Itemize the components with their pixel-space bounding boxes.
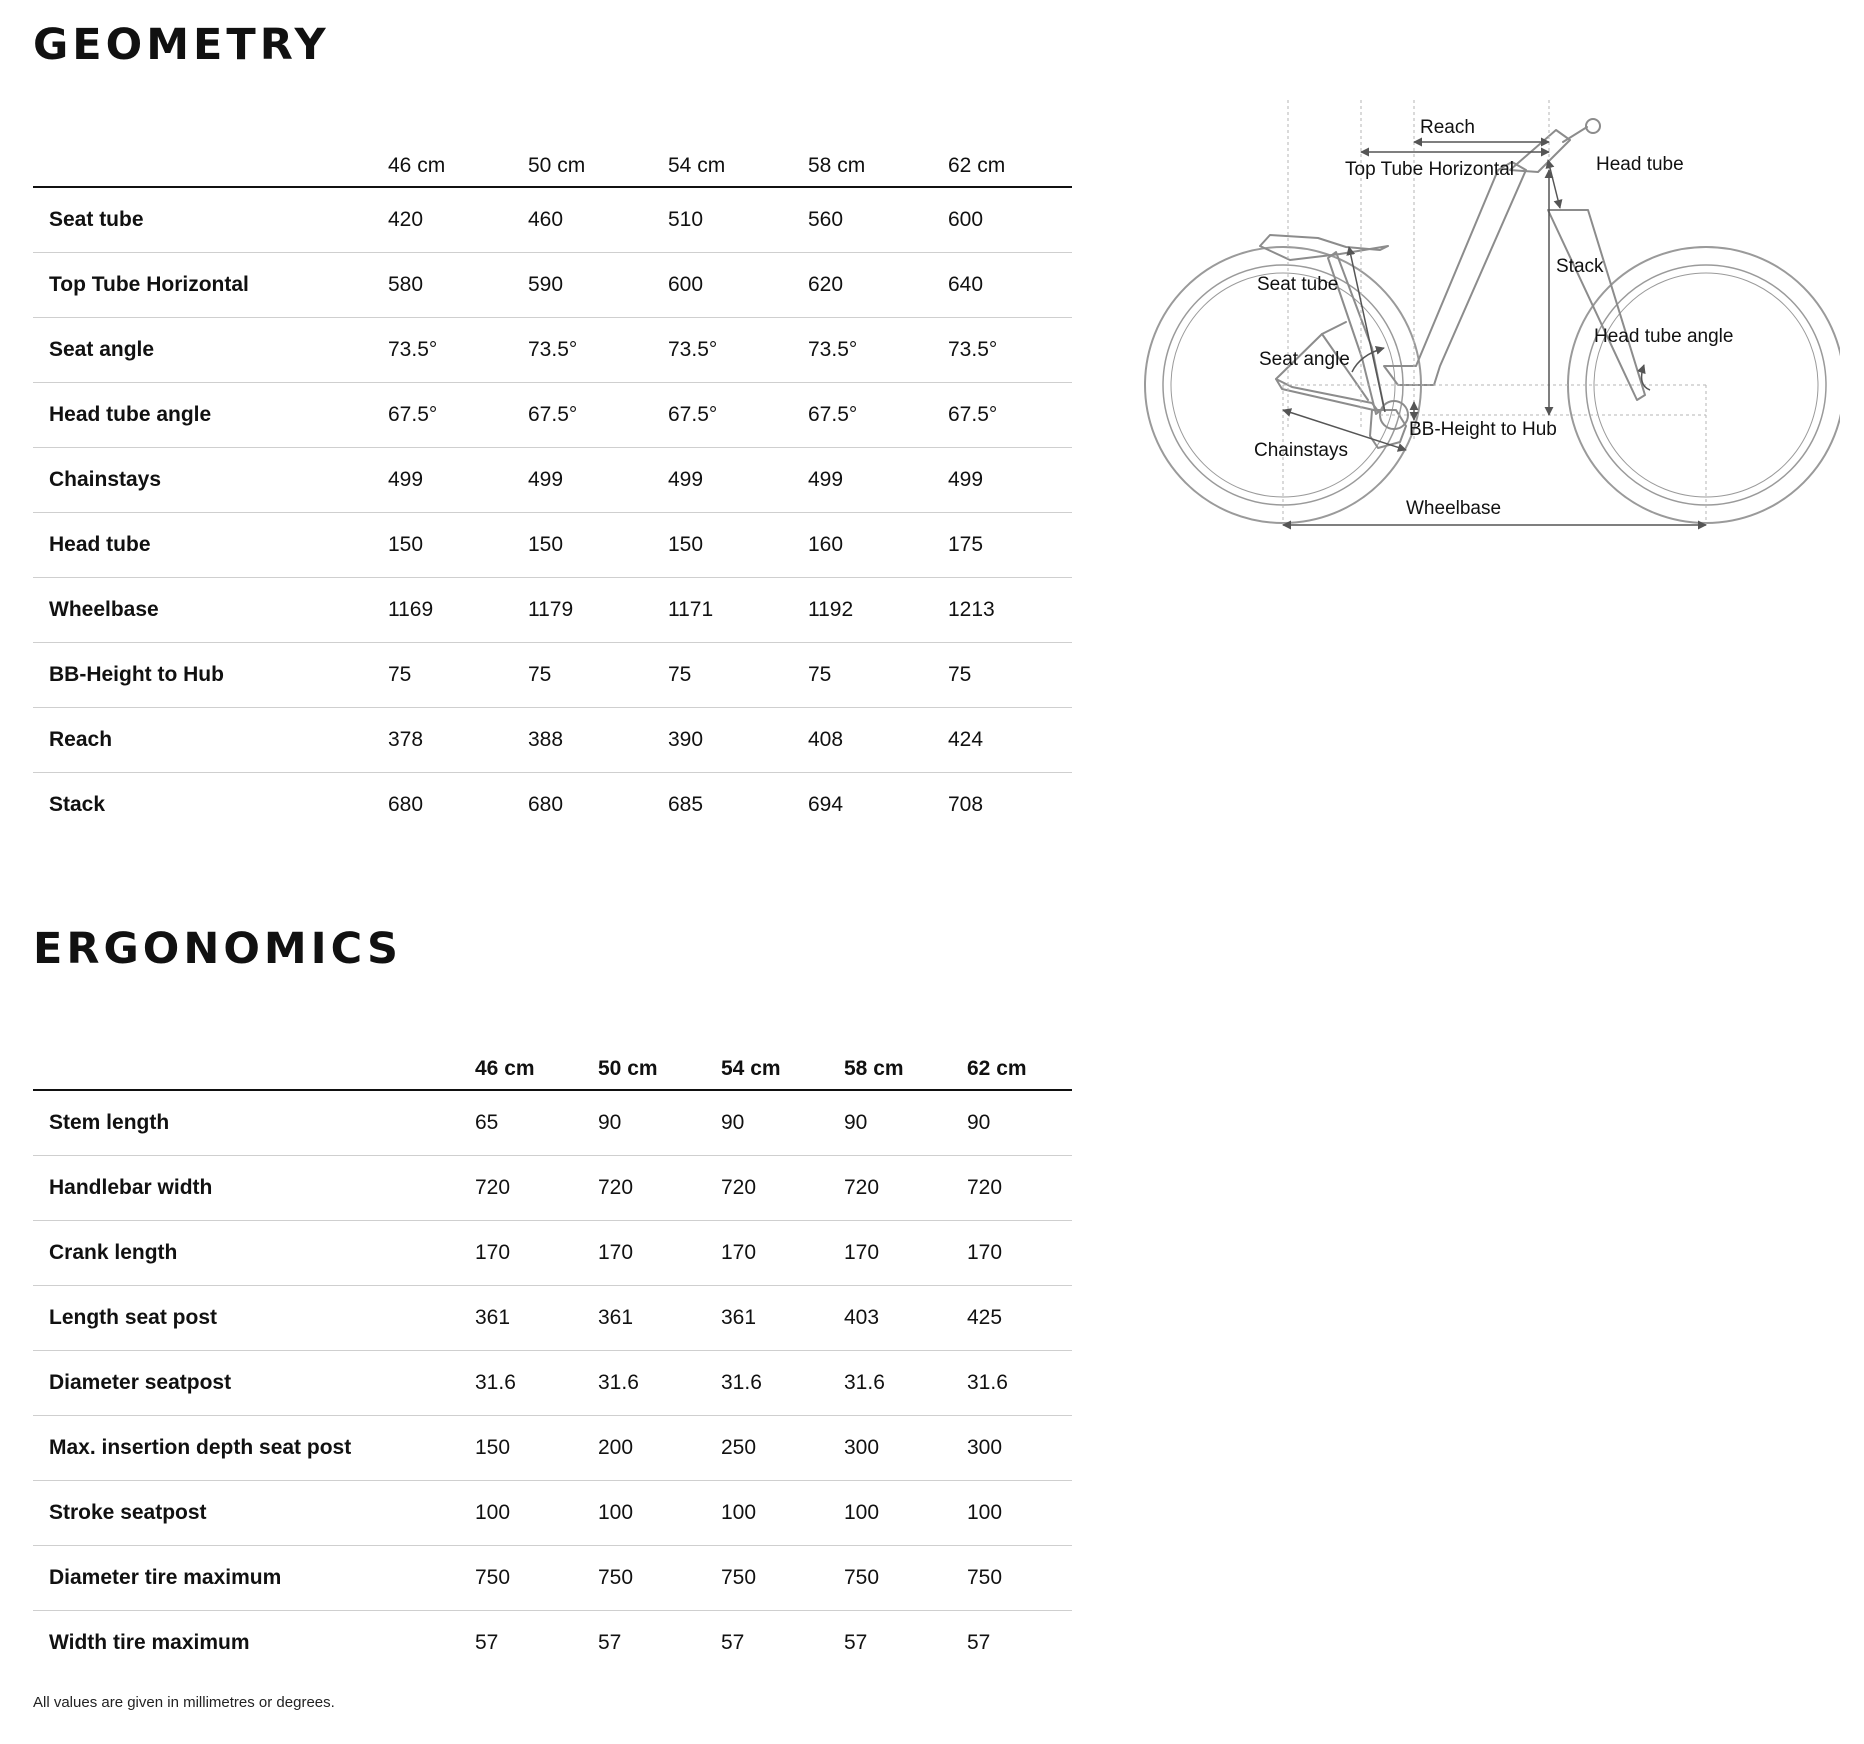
table-cell: 403 <box>844 1286 967 1351</box>
table-cell: 73.5° <box>808 318 948 383</box>
geometry-table <box>33 120 1072 837</box>
table-cell: 499 <box>808 448 948 513</box>
table-cell: 1213 <box>948 578 1072 643</box>
diagram-label-head-tube-angle: Head tube angle <box>1594 326 1734 347</box>
table-cell: 31.6 <box>721 1351 844 1416</box>
geometry-table-body <box>33 187 1072 837</box>
table-cell: 175 <box>948 513 1072 578</box>
row-label: Seat angle <box>33 318 388 383</box>
table-cell: 720 <box>475 1156 598 1221</box>
table-cell: 361 <box>475 1286 598 1351</box>
table-cell: 150 <box>668 513 808 578</box>
table-row <box>33 513 1072 578</box>
ergonomics-size-header: 62 cm <box>967 1023 1072 1090</box>
row-label: Stroke seatpost <box>33 1481 475 1546</box>
table-row <box>33 253 1072 318</box>
table-cell: 57 <box>475 1631 499 1654</box>
geometry-size-header: 58 cm <box>808 120 948 187</box>
row-label: Diameter tire maximum <box>33 1546 475 1611</box>
table-cell: 750 <box>598 1546 721 1611</box>
diagram-label-head-tube: Head tube <box>1596 154 1684 175</box>
row-label: Stack <box>49 793 106 816</box>
table-cell: 300 <box>967 1416 1072 1481</box>
row-label: Head tube angle <box>33 383 388 448</box>
table-cell: 90 <box>967 1090 1072 1156</box>
table-cell: 67.5° <box>808 383 948 448</box>
table-cell: 388 <box>528 708 668 773</box>
table-cell: 75 <box>388 643 528 708</box>
table-cell: 425 <box>967 1286 1072 1351</box>
table-cell: 1192 <box>808 578 948 643</box>
table-cell: 680 <box>528 793 564 816</box>
table-row <box>33 1416 1072 1481</box>
table-cell: 170 <box>967 1221 1072 1286</box>
table-cell: 1171 <box>668 578 808 643</box>
table-cell: 73.5° <box>388 318 528 383</box>
diagram-label-wheelbase: Wheelbase <box>1406 498 1502 519</box>
table-cell: 378 <box>388 708 528 773</box>
table-cell: 75 <box>948 643 1072 708</box>
geometry-header-row <box>33 120 1072 187</box>
table-cell: 499 <box>528 448 668 513</box>
row-label: Diameter seatpost <box>33 1351 475 1416</box>
table-cell: 250 <box>721 1416 844 1481</box>
table-cell: 499 <box>948 448 1072 513</box>
table-cell: 100 <box>598 1481 721 1546</box>
table-cell: 390 <box>668 708 808 773</box>
ergonomics-size-header: 54 cm <box>721 1023 844 1090</box>
table-cell: 90 <box>721 1090 844 1156</box>
table-cell: 31.6 <box>475 1351 598 1416</box>
table-cell: 1169 <box>388 578 528 643</box>
table-cell: 600 <box>668 253 808 318</box>
table-cell: 750 <box>967 1546 1072 1611</box>
table-cell: 408 <box>808 708 948 773</box>
table-cell: 57 <box>967 1631 991 1654</box>
table-row <box>33 1351 1072 1416</box>
table-cell: 600 <box>948 187 1072 253</box>
table-cell: 685 <box>668 793 704 816</box>
table-cell: 499 <box>388 448 528 513</box>
table-cell: 150 <box>388 513 528 578</box>
table-cell: 57 <box>598 1631 622 1654</box>
table-row <box>33 1286 1072 1351</box>
table-row <box>33 318 1072 383</box>
row-label: Length seat post <box>33 1286 475 1351</box>
row-label: Stem length <box>33 1090 475 1156</box>
ergonomics-header-row <box>33 1023 1072 1090</box>
ergonomics-table <box>33 1023 1072 1675</box>
table-cell: 150 <box>528 513 668 578</box>
row-label: Handlebar width <box>33 1156 475 1221</box>
table-cell: 424 <box>948 708 1072 773</box>
table-cell: 590 <box>528 253 668 318</box>
table-row <box>33 1156 1072 1221</box>
table-row <box>33 708 1072 773</box>
table-cell: 90 <box>844 1090 967 1156</box>
table-row <box>33 383 1072 448</box>
table-cell: 100 <box>475 1481 598 1546</box>
table-row <box>33 1481 1072 1546</box>
diagram-label-chainstays: Chainstays <box>1254 440 1348 461</box>
table-cell: 67.5° <box>388 383 528 448</box>
table-cell: 361 <box>721 1286 844 1351</box>
table-cell: 67.5° <box>528 383 668 448</box>
table-cell: 57 <box>721 1631 745 1654</box>
diagram-label-bb-height-to-hub: BB-Height to Hub <box>1409 419 1557 440</box>
row-label: BB-Height to Hub <box>33 643 388 708</box>
table-cell: 499 <box>668 448 808 513</box>
table-row <box>33 643 1072 708</box>
ergonomics-heading: ERGONOMICS <box>33 924 402 974</box>
table-cell: 160 <box>808 513 948 578</box>
table-cell: 720 <box>721 1156 844 1221</box>
table-cell: 300 <box>844 1416 967 1481</box>
diagram-label-stack: Stack <box>1556 256 1604 277</box>
table-cell: 65 <box>475 1090 598 1156</box>
table-cell: 750 <box>844 1546 967 1611</box>
geometry-size-header: 54 cm <box>668 120 808 187</box>
table-row <box>33 1611 1072 1676</box>
table-cell: 67.5° <box>668 383 808 448</box>
table-row <box>33 187 1072 253</box>
table-cell: 720 <box>598 1156 721 1221</box>
ergonomics-size-header: 50 cm <box>598 1023 721 1090</box>
row-label: Top Tube Horizontal <box>33 253 388 318</box>
row-label: Wheelbase <box>33 578 388 643</box>
table-cell: 361 <box>598 1286 721 1351</box>
table-cell: 75 <box>528 643 668 708</box>
table-row <box>33 448 1072 513</box>
table-cell: 75 <box>668 643 808 708</box>
table-cell: 420 <box>388 187 528 253</box>
table-cell: 720 <box>967 1156 1072 1221</box>
units-footnote: All values are given in millimetres or degrees. <box>33 1694 335 1711</box>
table-cell: 67.5° <box>948 383 1072 448</box>
table-cell: 720 <box>844 1156 967 1221</box>
ergonomics-size-header: 58 cm <box>844 1023 967 1090</box>
table-cell: 75 <box>808 643 948 708</box>
diagram-label-top-tube-horizontal: Top Tube Horizontal <box>1345 159 1514 180</box>
table-row <box>33 1090 1072 1156</box>
table-cell: 580 <box>388 253 528 318</box>
row-label: Reach <box>33 708 388 773</box>
table-cell: 31.6 <box>844 1351 967 1416</box>
table-cell: 1179 <box>528 578 668 643</box>
table-cell: 150 <box>475 1416 598 1481</box>
diagram-label-reach: Reach <box>1420 117 1475 138</box>
table-cell: 170 <box>844 1221 967 1286</box>
row-label: Max. insertion depth seat post <box>33 1416 475 1481</box>
table-cell: 694 <box>808 793 844 816</box>
table-cell: 100 <box>844 1481 967 1546</box>
table-cell: 73.5° <box>948 318 1072 383</box>
table-row <box>33 1546 1072 1611</box>
table-cell: 750 <box>721 1546 844 1611</box>
table-cell: 640 <box>948 253 1072 318</box>
geometry-heading: GEOMETRY <box>33 20 330 70</box>
table-cell: 170 <box>475 1221 598 1286</box>
row-label: Chainstays <box>33 448 388 513</box>
ergonomics-header-empty <box>33 1023 475 1090</box>
ergonomics-table-body <box>33 1090 1072 1675</box>
table-cell: 750 <box>475 1546 598 1611</box>
geometry-size-header: 62 cm <box>948 120 1072 187</box>
table-cell: 460 <box>528 187 668 253</box>
geometry-size-header: 46 cm <box>388 120 528 187</box>
table-cell: 170 <box>721 1221 844 1286</box>
table-cell: 708 <box>948 793 984 816</box>
table-cell: 200 <box>598 1416 721 1481</box>
table-cell: 680 <box>388 793 424 816</box>
table-cell: 31.6 <box>598 1351 721 1416</box>
table-row <box>33 773 1072 838</box>
row-label: Head tube <box>33 513 388 578</box>
table-cell: 100 <box>721 1481 844 1546</box>
table-cell: 510 <box>668 187 808 253</box>
geometry-header-empty <box>33 120 388 187</box>
table-cell: 73.5° <box>668 318 808 383</box>
table-cell: 73.5° <box>528 318 668 383</box>
table-cell: 170 <box>598 1221 721 1286</box>
row-label: Width tire maximum <box>49 1631 250 1654</box>
table-cell: 620 <box>808 253 948 318</box>
diagram-label-seat-tube: Seat tube <box>1257 274 1339 295</box>
table-row <box>33 578 1072 643</box>
table-row <box>33 1221 1072 1286</box>
table-cell: 57 <box>844 1631 868 1654</box>
ergonomics-size-header: 46 cm <box>475 1023 598 1090</box>
table-cell: 90 <box>598 1090 721 1156</box>
bike-geometry-diagram <box>1140 100 1840 540</box>
table-cell: 100 <box>967 1481 1072 1546</box>
geometry-size-header: 50 cm <box>528 120 668 187</box>
diagram-label-seat-angle: Seat angle <box>1259 349 1350 370</box>
table-cell: 560 <box>808 187 948 253</box>
row-label: Seat tube <box>33 187 388 253</box>
row-label: Crank length <box>33 1221 475 1286</box>
table-cell: 31.6 <box>967 1351 1072 1416</box>
